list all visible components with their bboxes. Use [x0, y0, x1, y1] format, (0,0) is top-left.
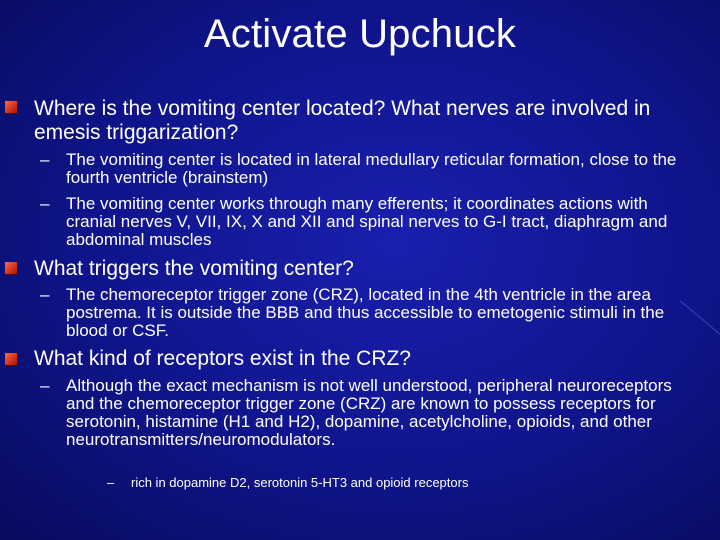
section-2-subpoint-1: The chemoreceptor trigger zone (CRZ), located in the 4th ventricle in the area postrema. It is outside the BBB and thus accessible to emetogenic stimuli in the blood or CSF. — [66, 285, 665, 340]
slide-title: Activate Upchuck — [203, 12, 517, 56]
dash-1b: – — [40, 194, 50, 213]
section-3-subpoint-1: Although the exact mechanism is not well understood, peripheral neuroreceptors and the chemoreceptor trigger zone (CRZ) are known to possess receptors for serotonin, histamine (H1 and H2), dopamine, acetylcholine, opioids, and other neurotransmitters/neuromodulators. — [66, 376, 672, 449]
section-3-subsubpoint-1: rich in dopamine D2, serotonin 5-HT3 and opioid receptors — [131, 475, 469, 490]
section-1-subpoint-2: The vomiting center works through many efferents; it coordinates actions with cranial nerves V, VII, IX, X and XII and spinal nerves to G-I tract, diaphragm and abdominal muscles — [66, 194, 668, 249]
bullet-square-icon — [5, 353, 17, 365]
section-1-subpoint-1: The vomiting center is located in lateral medullary reticular formation, close to the fourth ventricle (brainstem) — [66, 150, 677, 187]
bullet-square-icon — [5, 101, 17, 113]
section-2-heading: What triggers the vomiting center? — [34, 257, 354, 280]
dash-3a: – — [40, 376, 50, 395]
dash-2a: – — [40, 285, 50, 304]
section-1-heading: Where is the vomiting center located? What nerves are involved in emesis triggarization? — [34, 97, 651, 144]
section-3-heading: What kind of receptors exist in the CRZ? — [34, 347, 411, 370]
bullet-square-icon — [5, 262, 17, 274]
dash-1a: – — [40, 150, 50, 169]
dash-3a-i: – — [107, 475, 115, 490]
